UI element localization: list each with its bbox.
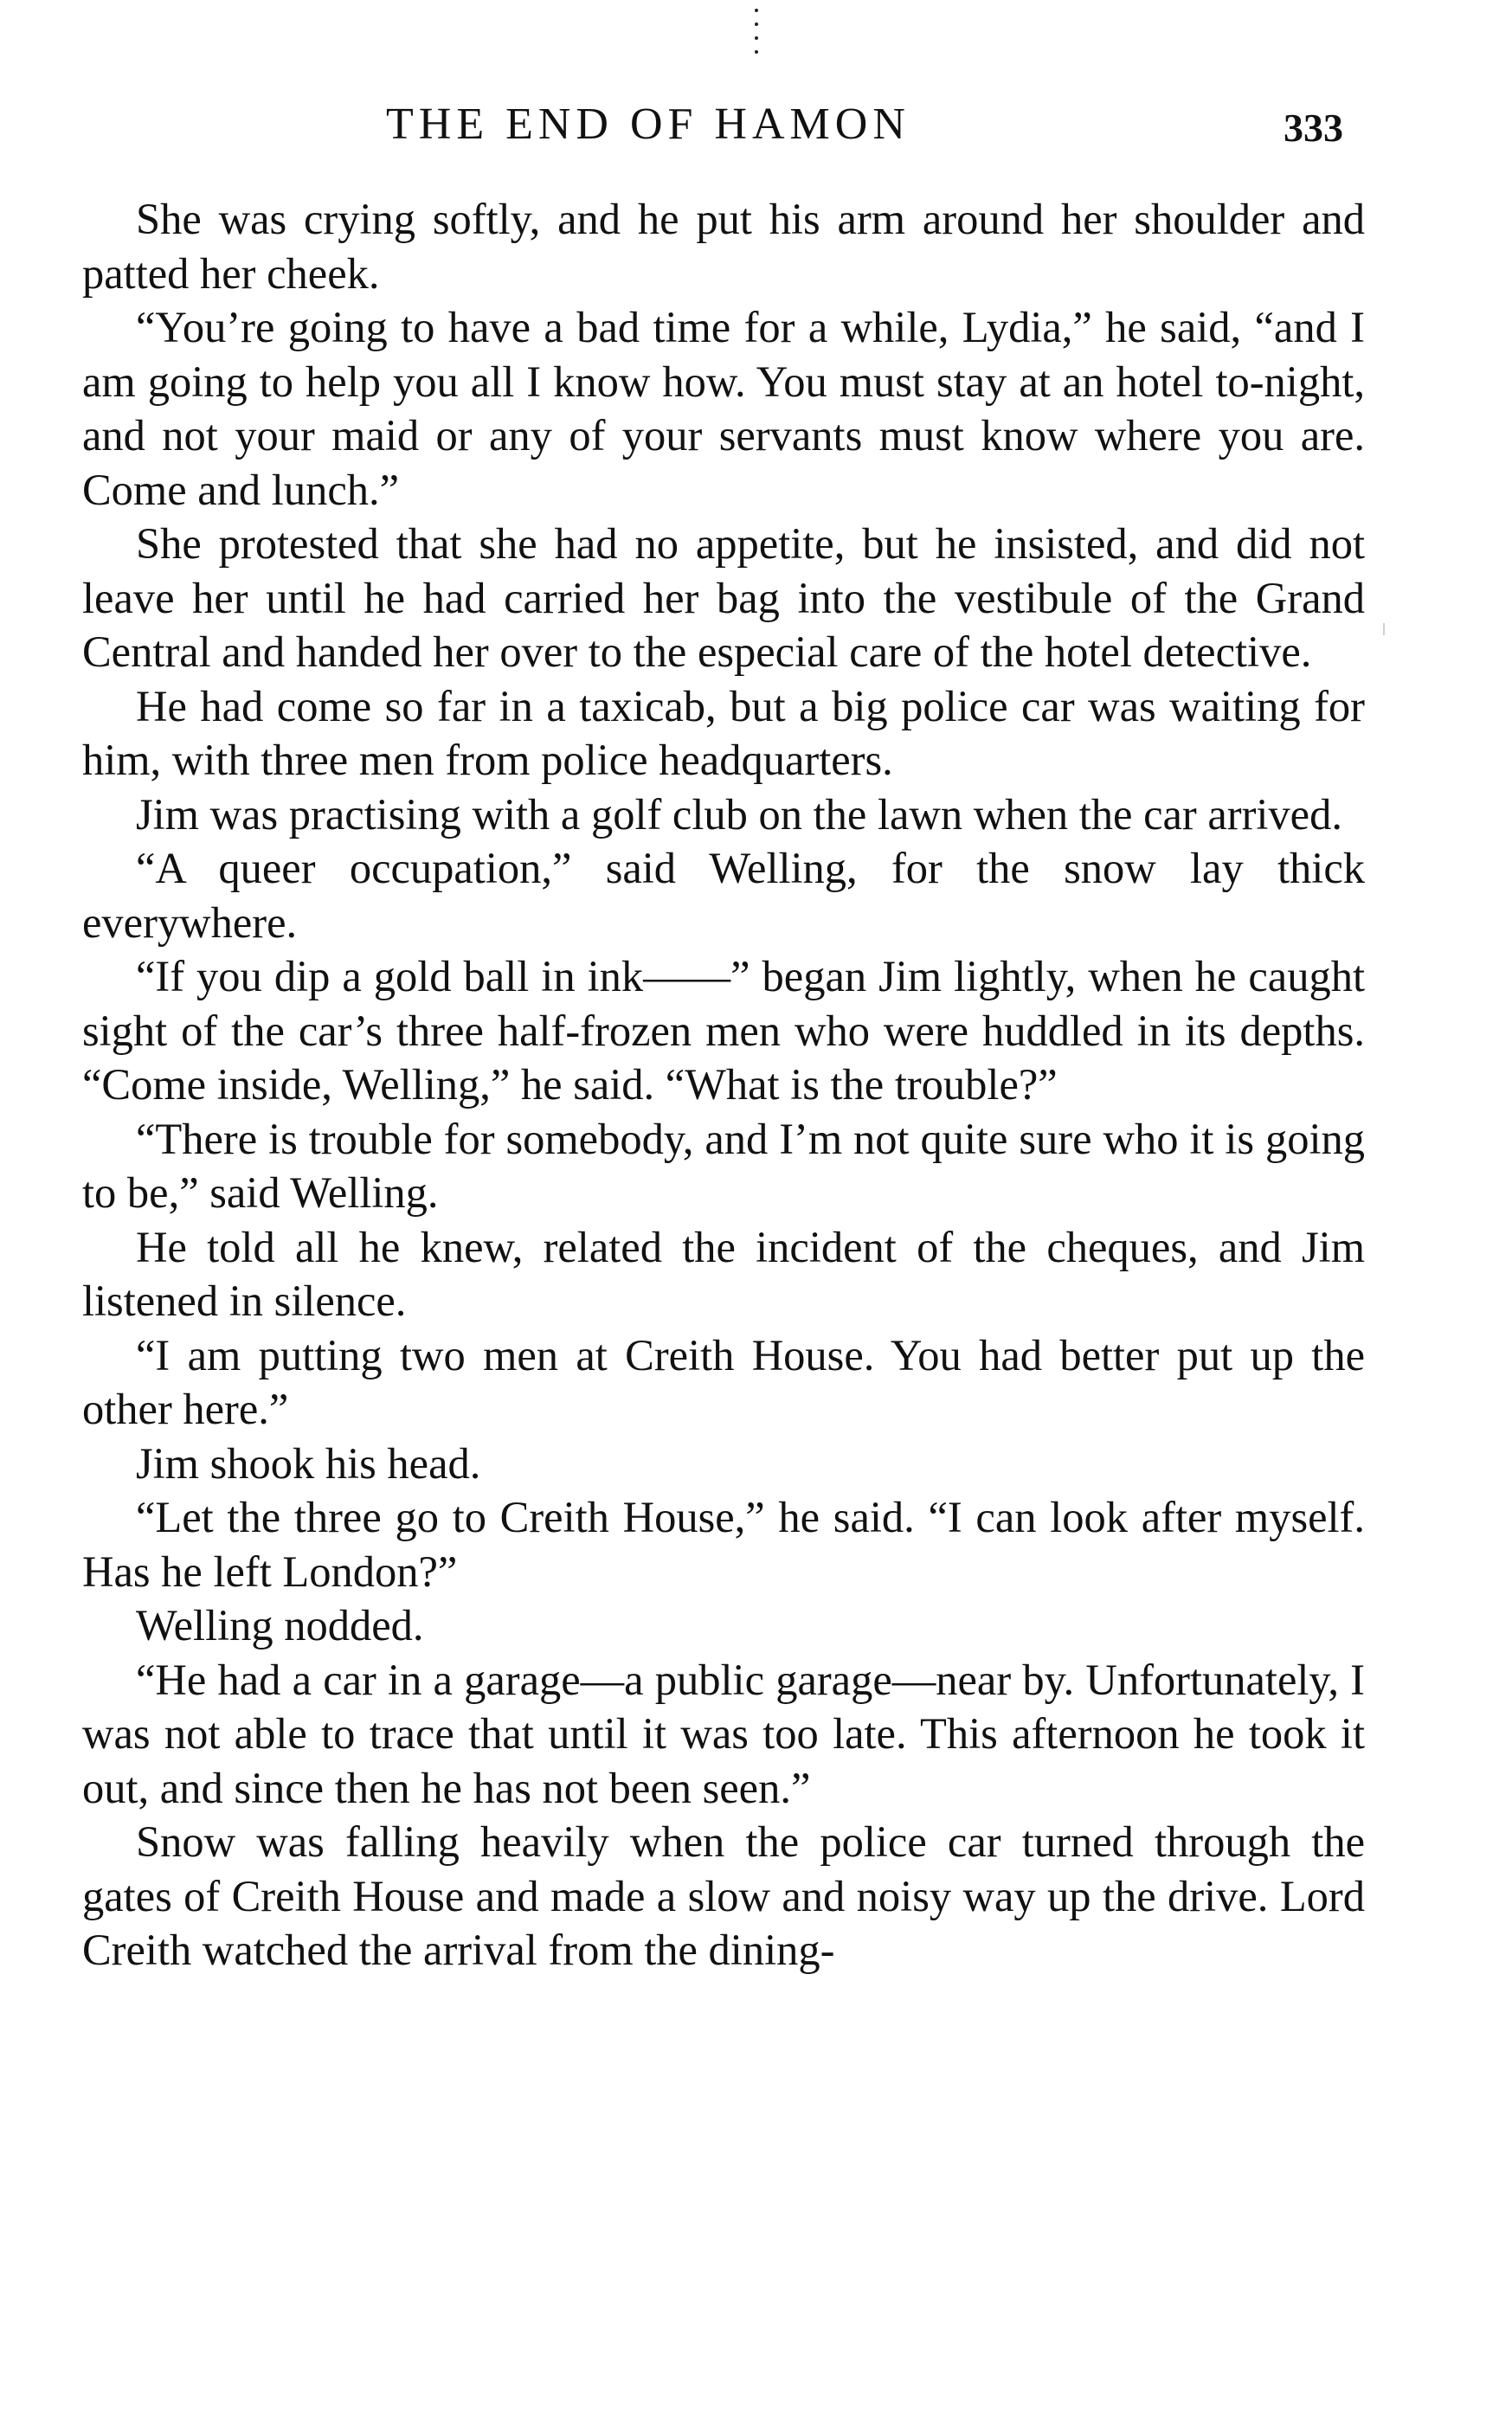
paragraph: Welling nodded. (136, 1601, 424, 1650)
paragraph: He told all he knew, related the incident of the cheques, and Jim listened in silence. (82, 1222, 1365, 1325)
paragraph: “If you dip a gold ball in ink——” began Jim lightly, when he caught sight of the car’s three half-frozen men who were huddled in its depths. “Come inside, Welling,” he said. “What is the trouble?” (82, 952, 1365, 1109)
ornament-dot (755, 50, 758, 54)
body-text (82, 192, 1365, 1978)
paragraph: “There is trouble for somebody, and I’m not quite sure who it is going to be,” said Welling. (82, 1114, 1365, 1217)
margin-mark (1383, 623, 1385, 635)
paragraph: She protested that she had no appetite, but he insisted, and did not leave her until he had carried her bag into the vestibule of the Grand Central and handed her over to the especial care of the hotel detective. (82, 519, 1365, 676)
ornament-dot (755, 36, 758, 40)
paragraph: Jim was practising with a golf club on the lawn when the car arrived. (136, 789, 1342, 839)
paragraph: “He had a car in a garage—a public garage—near by. Unfortunately, I was not able to trace that until it was too late. This afternoon he took it out, and since then he has not been seen.” (82, 1655, 1365, 1812)
paragraph: Snow was falling heavily when the police car turned through the gates of Creith House and made a slow and noisy way up the drive. Lord Creith watched the arrival from the dining- (82, 1817, 1365, 1974)
running-title: THE END OF HAMON (386, 100, 910, 149)
paragraph: She was crying softly, and he put his arm around her shoulder and patted her cheek. (82, 195, 1365, 298)
page-number: 333 (1284, 106, 1343, 150)
ornament-dot (755, 9, 758, 12)
top-ornament (751, 9, 762, 69)
paragraph: Jim shook his head. (136, 1438, 481, 1488)
paragraph: “A queer occupation,” said Welling, for the snow lay thick everywhere. (82, 844, 1365, 947)
ornament-dot (755, 23, 758, 26)
paragraph: He had come so far in a taxicab, but a big police car was waiting for him, with three men from police headquarters. (82, 681, 1365, 784)
paragraph: “You’re going to have a bad time for a while, Lydia,” he said, “and I am going to help you all I know how. You must stay at an hotel to-night, and not your maid or any of your servants must know where you are. Come and lunch.” (82, 303, 1365, 514)
paragraph: “Let the three go to Creith House,” he said. “I can look after myself. Has he left London?” (82, 1493, 1365, 1596)
paragraph: “I am putting two men at Creith House. You had better put up the other here.” (82, 1330, 1365, 1433)
